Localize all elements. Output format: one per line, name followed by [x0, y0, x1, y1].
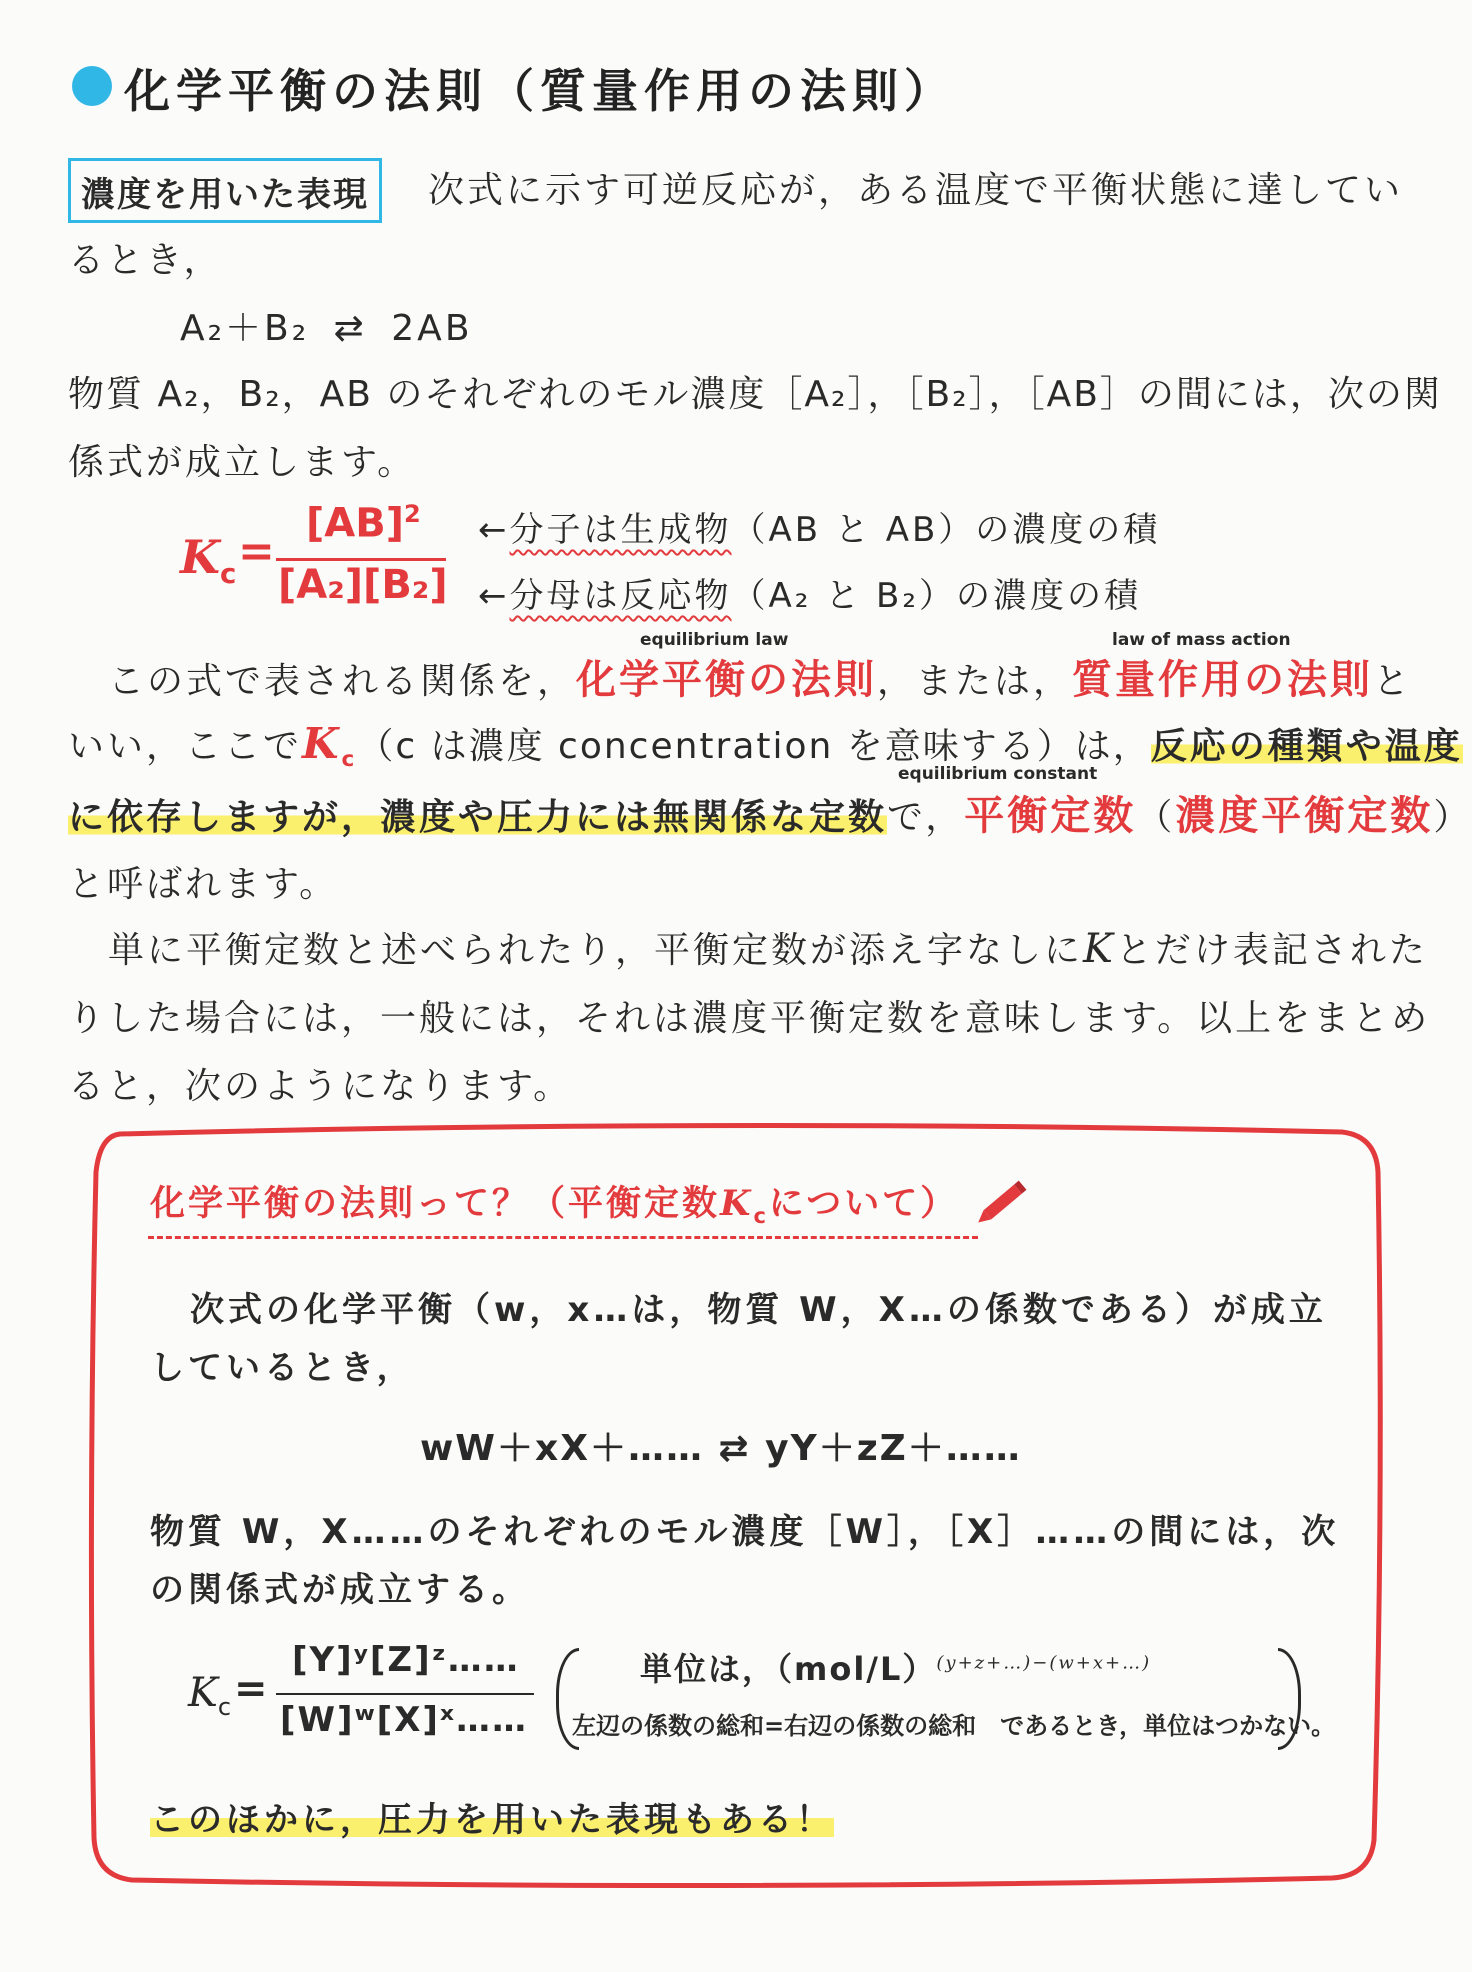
title-bullet-icon [72, 66, 112, 106]
paragraph2-line-2: 係式が成立します。 [68, 442, 417, 483]
paragraph2-line-1: 物質 A₂，B₂，AB のそれぞれのモル濃度［A₂］，［B₂］，［AB］の間には，次の関 [68, 374, 1442, 415]
kc-fraction-line [276, 558, 446, 561]
box-kc-fraction-line [276, 1693, 534, 1695]
box-kc-numerator: [Y]ʸ[Z]ᶻ…… [292, 1640, 520, 1680]
equation-left: A₂＋B₂ [180, 308, 310, 349]
box-paragraph1-line-1: 次式の化学平衡（w，x…は，物質 W，X…の係数である）が成立 [190, 1290, 1327, 1330]
box-kc-equals: = [234, 1666, 268, 1712]
paragraph3-line-3: に依存しますが，濃度や圧力には無関係な定数で，平衡定数（濃度平衡定数） [68, 793, 1472, 839]
paragraph3-line-1: この式で表される関係を，化学平衡の法則，または，質量作用の法則と [108, 657, 1413, 703]
kc-symbol: $K_c$ [180, 530, 237, 591]
paragraph4-line-2: りした場合には，一般には，それは濃度平衡定数を意味します。以上をまとめ [68, 998, 1431, 1039]
box-paragraph2-line-2: の関係式が成立する。 [150, 1570, 530, 1610]
paragraph3-line-2: いい，ここで$K_c(c$ は濃度 concentration を意味する）は，反応の種類や温度 [68, 719, 1463, 773]
annotation-mass-action: law of mass action [1112, 630, 1291, 650]
annotation-equilibrium-constant: equilibrium constant [898, 764, 1098, 784]
section-label: 濃度を用いた表現 [68, 158, 382, 223]
denominator-note: ←分母は反応物（A₂ と B₂）の濃度の積 [478, 576, 1141, 616]
equilibrium-arrow-icon: ⇄ [333, 308, 367, 349]
intro-line-1: 次式に示す可逆反応が，ある温度で平衡状態に達してい [428, 170, 1404, 211]
kc-equals: = [238, 526, 275, 577]
box-general-equation: wW＋xX＋…… ⇄ yY＋zZ＋…… [420, 1428, 1022, 1469]
intro-line-2: るとき， [68, 240, 223, 281]
box-paragraph2-line-1: 物質 W，X……のそれぞれのモル濃度［W］，［X］……の間には，次 [150, 1512, 1340, 1552]
kc-numerator: [AB]$^2$ [306, 500, 421, 547]
pencil-icon [970, 1170, 1040, 1230]
kc-denominator: [A₂][B₂] [278, 562, 448, 608]
equation-right: 2AB [391, 308, 473, 349]
unit-line-2: 左辺の係数の総和=右辺の係数の総和 であるとき，単位はつかない。 [572, 1712, 1336, 1740]
reaction-equation [180, 300, 473, 351]
page-title: 化学平衡の法則（質量作用の法則） [124, 64, 956, 118]
paragraph3-line-4: と呼ばれます。 [68, 864, 339, 905]
box-title: 化学平衡の法則って？（平衡定数$K_c$について） [150, 1183, 959, 1228]
box-footer: このほかに，圧力を用いた表現もある！ [150, 1800, 834, 1840]
unit-line-1: 単位は，$(mol/L)^{(y+z+\dots)-(w+x+\dots)}$ [640, 1650, 1152, 1688]
box-kc-symbol: $K_c$ [188, 1670, 232, 1721]
box-title-underline [148, 1236, 978, 1239]
paragraph4-line-1: 単に平衡定数と述べられたり，平衡定数が添え字なしにKとだけ表記された [108, 926, 1428, 972]
numerator-note: ←分子は生成物（AB と AB）の濃度の積 [478, 510, 1161, 550]
box-paragraph1-line-2: しているとき， [150, 1348, 415, 1388]
paragraph4-line-3: ると，次のようになります。 [68, 1066, 573, 1107]
box-kc-denominator: [W]ʷ[X]ˣ…… [280, 1700, 528, 1740]
annotation-equilibrium-law: equilibrium law [640, 630, 789, 650]
